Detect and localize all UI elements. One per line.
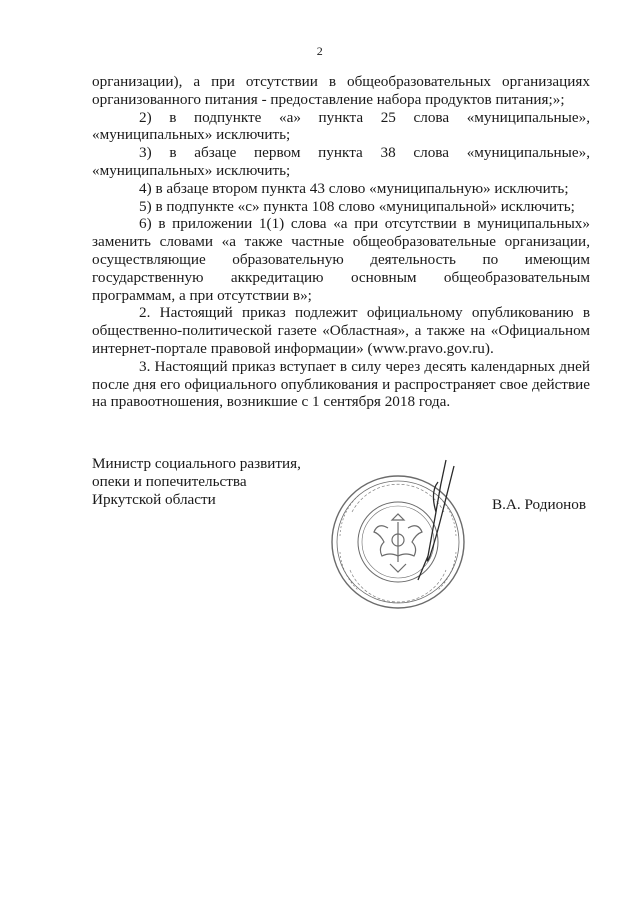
signatory-title-line: Иркутской области bbox=[92, 490, 216, 508]
signatory-title-line: опеки и попечительства bbox=[92, 472, 247, 490]
signature-mark bbox=[418, 460, 454, 580]
clause-3: 3. Настоящий приказ вступает в силу через десять календарных дней после дня его официального опубликования и распространяет свое действие на правоотношения, возникшие с 1 сентября 2018 года. bbox=[92, 357, 590, 411]
signatory-title-line: Министр социального развития, bbox=[92, 455, 301, 472]
signatory-name: В.А. Родионов bbox=[492, 496, 587, 513]
emblem-icon bbox=[374, 514, 422, 572]
list-item-5: 5) в подпункте «с» пункта 108 слово «муниципальной» исключить; bbox=[139, 197, 575, 215]
clause-2: 2. Настоящий приказ подлежит официальному опубликованию в общественно-политической газете «Областная», а также на «Официальном интернет-портале правовой информации» (www.pravo.gov.ru). bbox=[92, 304, 590, 357]
list-item-6: 6) в приложении 1(1) слова «а при отсутствии в муниципальных» заменить словами «а также частные общеобразовательные организации, осуществляющие образовательную деятельность по имеющим государственную аккредитацию основным общеобразовательным программам, а при отсутствии в»; bbox=[92, 215, 590, 304]
list-item-3: 3) в абзаце первом пункта 38 слова «муниципальные», «муниципальных» исключить; bbox=[92, 144, 590, 179]
document-body bbox=[92, 73, 590, 411]
page-number: 2 bbox=[316, 44, 324, 58]
paragraph-continuation: организации), а при отсутствии в общеобразовательных организациях организованного питания - предоставление набора продуктов питания;»; bbox=[92, 73, 590, 108]
list-item-4: 4) в абзаце втором пункта 43 слово «муниципальную» исключить; bbox=[139, 179, 569, 197]
list-item-2: 2) в подпункте «а» пункта 25 слова «муниципальные», «муниципальных» исключить; bbox=[92, 108, 590, 144]
official-seal bbox=[318, 452, 478, 622]
stamp-icon bbox=[318, 452, 478, 617]
signatory-title bbox=[92, 455, 301, 508]
